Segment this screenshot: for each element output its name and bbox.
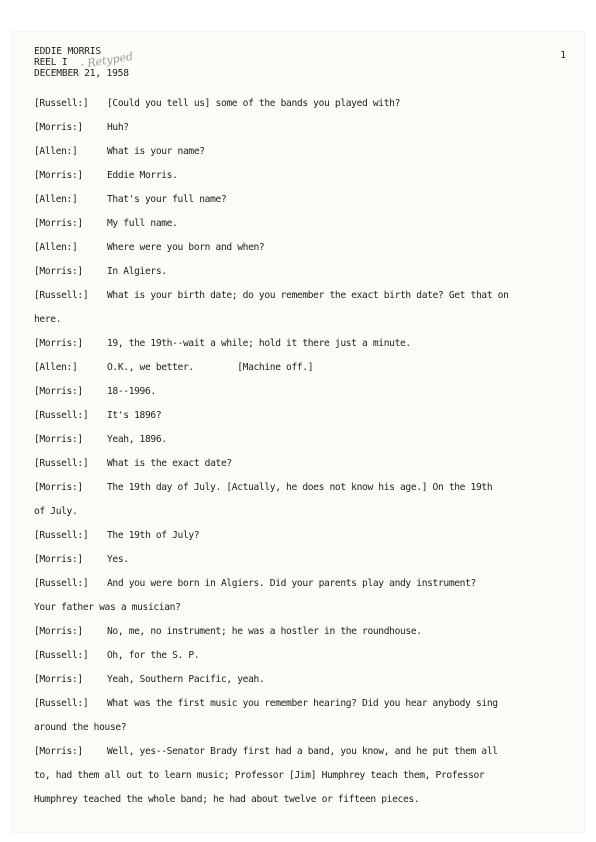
speaker-label: [Russell:] <box>34 410 89 421</box>
speaker-label: [Russell:] <box>34 530 89 541</box>
dialogue-text: What is the exact date? <box>107 458 232 469</box>
dialogue-text: No, me, no instrument; he was a hostler in the roundhouse. <box>107 626 422 637</box>
speaker-label: [Allen:] <box>34 194 78 205</box>
speaker-label: [Allen:] <box>34 146 78 157</box>
dialogue-text: Eddie Morris. <box>107 170 178 181</box>
dialogue-continuation <box>34 506 574 520</box>
speaker-label: [Morris:] <box>34 122 83 133</box>
dialogue-text: [Could you tell us] some of the bands you played with? <box>107 98 401 109</box>
speaker-label: [Russell:] <box>34 698 89 709</box>
speaker-label: [Morris:] <box>34 626 83 637</box>
dialogue-text: Your father was a musician? <box>34 602 181 613</box>
dialogue-line <box>34 218 574 232</box>
dialogue-line <box>34 170 574 184</box>
dialogue-text: 19, the 19th--wait a while; hold it there just a minute. <box>107 338 411 349</box>
speaker-label: [Russell:] <box>34 458 89 469</box>
dialogue-line <box>34 626 574 640</box>
dialogue-text: Yeah, 1896. <box>107 434 167 445</box>
dialogue-line <box>34 458 574 472</box>
speaker-label: [Morris:] <box>34 554 83 565</box>
dialogue-text: The 19th of July? <box>107 530 200 541</box>
speaker-label: [Morris:] <box>34 338 83 349</box>
speaker-label: [Morris:] <box>34 434 83 445</box>
dialogue-text: What was the first music you remember hearing? Did you hear anybody sing <box>107 698 498 709</box>
speaker-label: [Morris:] <box>34 674 83 685</box>
dialogue-text: The 19th day of July. [Actually, he does not know his age.] On the 19th <box>107 482 493 493</box>
page-number: 1 <box>560 50 566 61</box>
dialogue-line <box>34 698 574 712</box>
speaker-label: [Russell:] <box>34 98 89 109</box>
dialogue-text: It's 1896? <box>107 410 162 421</box>
speaker-label: [Morris:] <box>34 386 83 397</box>
dialogue-text: In Algiers. <box>107 266 167 277</box>
dialogue-continuation <box>34 602 574 616</box>
speaker-label: [Morris:] <box>34 266 83 277</box>
dialogue-continuation <box>34 770 574 784</box>
dialogue-text: O.K., we better. [Machine off.] <box>107 362 314 373</box>
dialogue-continuation <box>34 794 574 808</box>
dialogue-line <box>34 266 574 280</box>
speaker-label: [Allen:] <box>34 242 78 253</box>
dialogue-text: around the house? <box>34 722 127 733</box>
dialogue-text: of July. <box>34 506 78 517</box>
dialogue-line <box>34 98 574 112</box>
dialogue-text: Humphrey teached the whole band; he had about twelve or fifteen pieces. <box>34 794 420 805</box>
dialogue-text: Yes. <box>107 554 129 565</box>
dialogue-text: Huh? <box>107 122 129 133</box>
speaker-label: [Morris:] <box>34 746 83 757</box>
dialogue-text: My full name. <box>107 218 178 229</box>
interviewee-name: EDDIE MORRIS <box>34 46 101 57</box>
dialogue-line <box>34 482 574 496</box>
speaker-label: [Russell:] <box>34 650 89 661</box>
dialogue-text: And you were born in Algiers. Did your parents play andy instrument? <box>107 578 476 589</box>
dialogue-line <box>34 746 574 760</box>
dialogue-text: Oh, for the S. P. <box>107 650 200 661</box>
dialogue-continuation <box>34 314 574 328</box>
speaker-label: [Allen:] <box>34 362 78 373</box>
dialogue-line <box>34 578 574 592</box>
reel-label: REEL I <box>34 57 68 68</box>
dialogue-line <box>34 650 574 664</box>
dialogue-line <box>34 338 574 352</box>
dialogue-text: here. <box>34 314 62 325</box>
dialogue-line <box>34 146 574 160</box>
handwritten-annotation: - Retyped <box>79 49 134 72</box>
dialogue-line <box>34 386 574 400</box>
dialogue-line <box>34 362 574 376</box>
dialogue-text: That's your full name? <box>107 194 227 205</box>
speaker-label: [Russell:] <box>34 290 89 301</box>
dialogue-line <box>34 530 574 544</box>
dialogue-line <box>34 410 574 424</box>
dialogue-line <box>34 434 574 448</box>
dialogue-line <box>34 554 574 568</box>
speaker-label: [Morris:] <box>34 170 83 181</box>
dialogue-text: Where were you born and when? <box>107 242 265 253</box>
dialogue-line <box>34 194 574 208</box>
speaker-label: [Morris:] <box>34 482 83 493</box>
dialogue-text: What is your birth date; do you remember the exact birth date? Get that on <box>107 290 509 301</box>
dialogue-line <box>34 122 574 136</box>
dialogue-text: to, had them all out to learn music; Professor [Jim] Humphrey teach them, Professor <box>34 770 485 781</box>
dialogue-text: Yeah, Southern Pacific, yeah. <box>107 674 265 685</box>
dialogue-line <box>34 242 574 256</box>
dialogue-text: 18--1996. <box>107 386 156 397</box>
dialogue-text: What is your name? <box>107 146 205 157</box>
interview-date: DECEMBER 21, 1958 <box>34 68 129 79</box>
dialogue-line <box>34 674 574 688</box>
dialogue-continuation <box>34 722 574 736</box>
speaker-label: [Morris:] <box>34 218 83 229</box>
dialogue-line <box>34 290 574 304</box>
dialogue-text: Well, yes--Senator Brady first had a band, you know, and he put them all <box>107 746 498 757</box>
transcript-page <box>12 32 584 832</box>
speaker-label: [Russell:] <box>34 578 89 589</box>
